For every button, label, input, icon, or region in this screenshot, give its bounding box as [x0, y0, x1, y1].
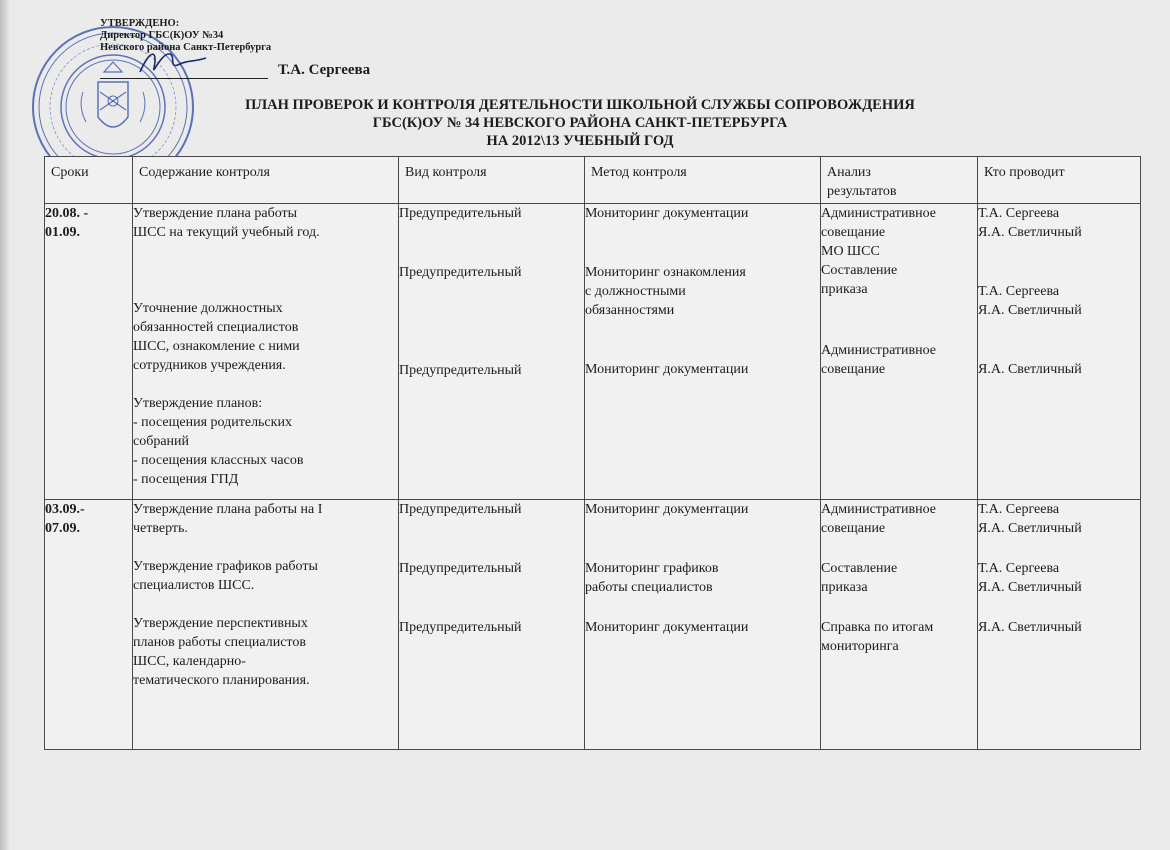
title-line-3: НА 2012\13 УЧЕБНЫЙ ГОД: [486, 133, 674, 149]
method-entry: Мониторинг графиков работы специалистов: [585, 561, 719, 595]
analysis-entry: Составление приказа: [821, 561, 898, 595]
signer-name: Т.А. Сергеева: [278, 62, 371, 78]
row-control-type: [399, 500, 585, 750]
method-entry: Мониторинг документации: [585, 362, 749, 377]
method-entry: Мониторинг документации: [585, 206, 749, 221]
type-entry: Предупредительный: [399, 265, 522, 280]
header-responsible: Кто проводит: [978, 157, 1141, 204]
signature-row: [100, 56, 370, 79]
approval-heading: УТВЕРЖДЕНО:: [100, 18, 180, 29]
responsible-entry: Т.А. Сергеева Я.А. Светличный: [978, 561, 1082, 595]
approval-district: Невского района Санкт-Петербурга: [100, 42, 272, 53]
row-control-method: [585, 204, 821, 500]
row-results-analysis: [821, 500, 978, 750]
title-line-2: ГБС(К)ОУ № 34 НЕВСКОГО РАЙОНА САНКТ-ПЕТЕРБУРГА: [372, 115, 788, 131]
responsible-entry: Я.А. Светличный: [978, 362, 1082, 377]
table-header-row: [45, 157, 1141, 204]
analysis-entry: Административное совещание МО ШСС Составление приказа: [821, 206, 937, 297]
control-plan-table: [44, 156, 1141, 750]
row-control-type: [399, 204, 585, 500]
method-entry: Мониторинг ознакомления с должностными обязанностями: [585, 265, 746, 318]
analysis-entry: Административное совещание: [821, 502, 937, 536]
method-entry: Мониторинг документации: [585, 502, 749, 517]
document-title: [170, 96, 990, 150]
method-entry: Мониторинг документации: [585, 620, 749, 635]
row-content: [133, 204, 399, 500]
type-entry: Предупредительный: [399, 363, 522, 378]
header-control-type: Вид контроля: [399, 157, 585, 204]
row-dates: 03.09.- 07.09.: [45, 500, 133, 750]
responsible-entry: Т.А. Сергеева Я.А. Светличный: [978, 284, 1082, 318]
table-row: [45, 204, 1141, 500]
content-entry: Уточнение должностных обязанностей специалистов ШСС, ознакомление с ними сотрудников учреждения.: [133, 301, 300, 373]
header-dates: Сроки: [45, 157, 133, 204]
row-control-method: [585, 500, 821, 750]
type-entry: Предупредительный: [399, 561, 522, 576]
type-entry: Предупредительный: [399, 620, 522, 635]
row-responsible: [978, 204, 1141, 500]
scan-edge-shadow: [0, 0, 10, 850]
approval-position: Директор ГБС(К)ОУ №34: [100, 30, 224, 41]
content-entry: Утверждение графиков работы специалистов ШСС.: [133, 559, 318, 593]
responsible-entry: Т.А. Сергеева Я.А. Светличный: [978, 206, 1082, 240]
header-content: Содержание контроля: [133, 157, 399, 204]
handwritten-signature: [110, 44, 220, 80]
responsible-entry: Т.А. Сергеева Я.А. Светличный: [978, 502, 1082, 536]
row-results-analysis: [821, 204, 978, 500]
table-row: [45, 500, 1141, 750]
signature-line: [100, 56, 268, 79]
type-entry: Предупредительный: [399, 206, 522, 221]
analysis-entry: Справка по итогам мониторинга: [821, 620, 934, 654]
analysis-entry: Административное совещание: [821, 343, 937, 377]
row-responsible: [978, 500, 1141, 750]
header-results-analysis: Анализ результатов: [821, 157, 978, 204]
title-line-1: ПЛАН ПРОВЕРОК И КОНТРОЛЯ ДЕЯТЕЛЬНОСТИ ШКОЛЬНОЙ СЛУЖБЫ СОПРОВОЖДЕНИЯ: [245, 97, 915, 113]
responsible-entry: Я.А. Светличный: [978, 620, 1082, 635]
content-entry: Утверждение плана работы ШСС на текущий учебный год.: [133, 206, 320, 240]
row-dates: 20.08. - 01.09.: [45, 204, 133, 500]
type-entry: Предупредительный: [399, 502, 522, 517]
header-control-method: Метод контроля: [585, 157, 821, 204]
content-entry: Утверждение перспективных планов работы специалистов ШСС, календарно- тематического планирования.: [133, 616, 310, 688]
content-entry: Утверждение плана работы на I четверть.: [133, 502, 323, 536]
content-entry: Утверждение планов: - посещения родительских собраний - посещения классных часов - посещения ГПД: [133, 396, 304, 487]
row-content: [133, 500, 399, 750]
